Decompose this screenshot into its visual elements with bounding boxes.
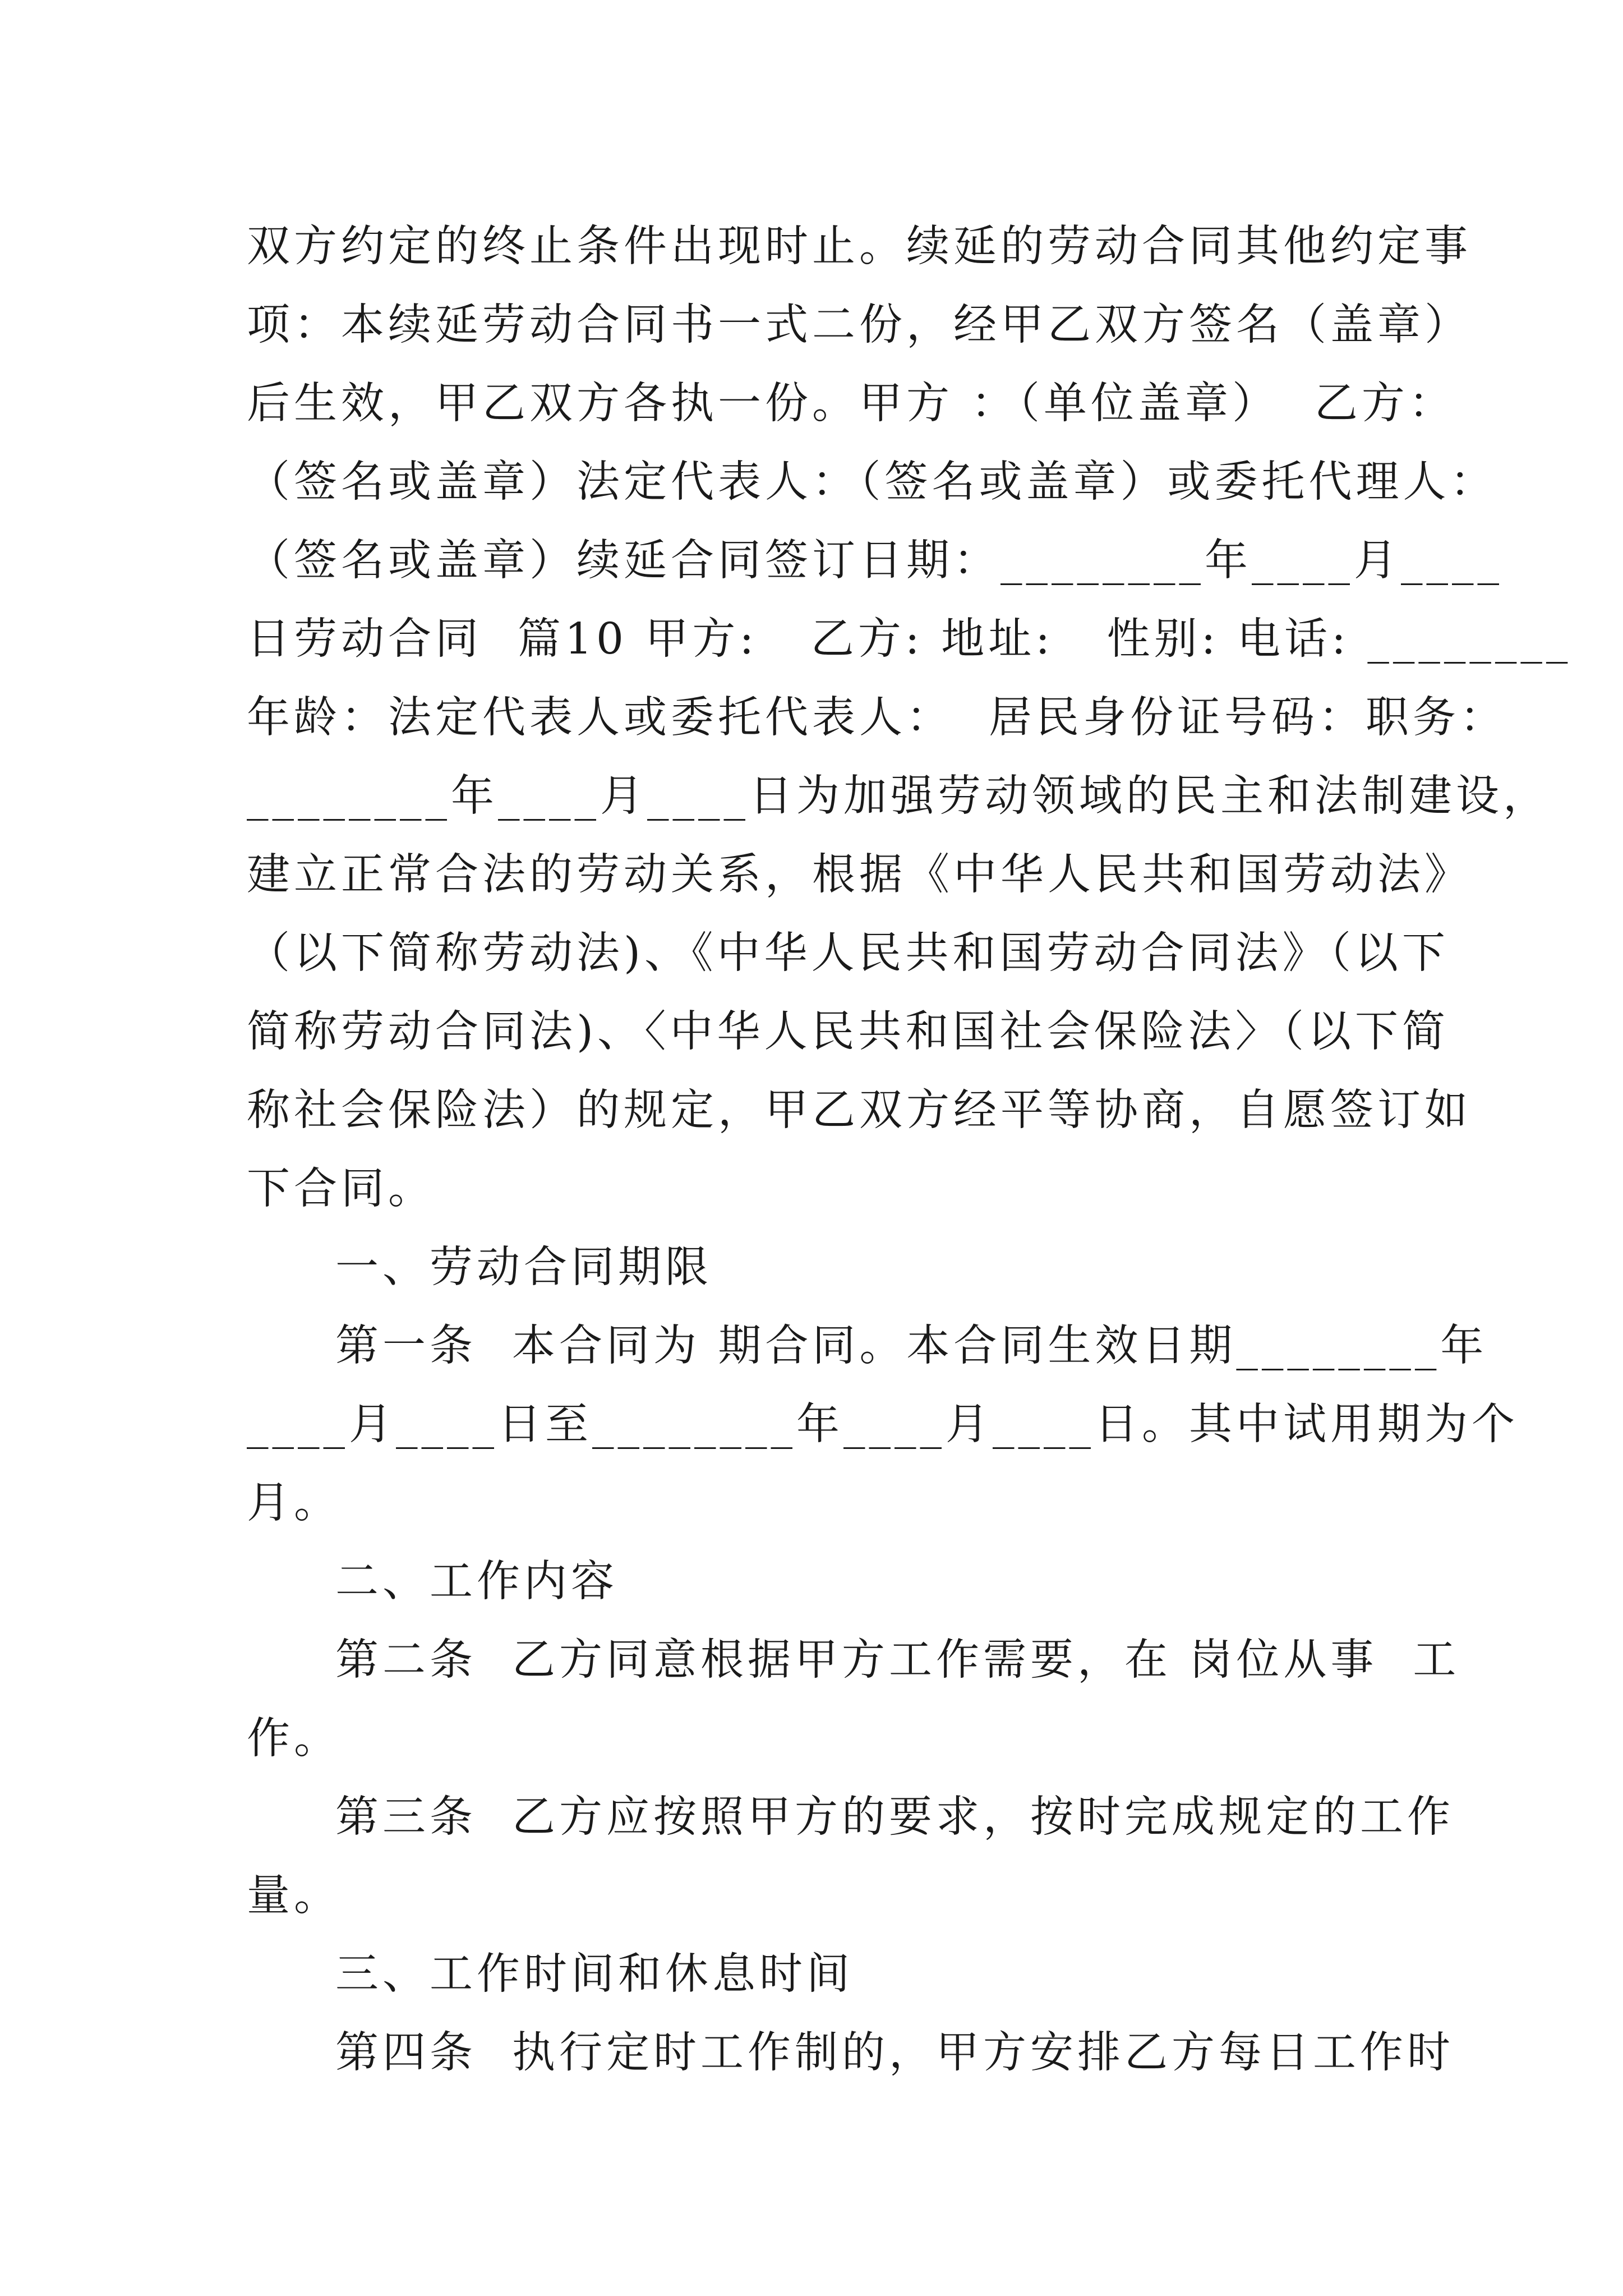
text-line: 建立正常合法的劳动关系，根据《中华人民共和国劳动法》 bbox=[247, 850, 1472, 900]
text-line: （签名或盖章）法定代表人：（签名或盖章）或委托代理人： bbox=[247, 457, 1497, 507]
text-line: 作。 bbox=[247, 1714, 341, 1764]
article-4: 第四条 执行定时工作制的，甲方安排乙方每日工作时 bbox=[335, 2028, 1454, 2078]
text-line: 下合同。 bbox=[247, 1164, 435, 1214]
section-heading-term: 一、劳动合同期限 bbox=[335, 1243, 712, 1292]
text-line: 后生效，甲乙双方各执一份。甲方 ：（单位盖章） 乙方： bbox=[247, 379, 1456, 429]
section-heading-work-hours: 三、工作时间和休息时间 bbox=[335, 1949, 854, 1999]
text-line: ____月____日至________年____月____日。其中试用期为个 bbox=[247, 1400, 1519, 1450]
text-line: 项：本续延劳动合同书一式二份，经甲乙双方签名（盖章） bbox=[247, 300, 1472, 350]
text-line: 简称劳动合同法)、〈中华人民共和国社会保险法〉（以下简 bbox=[247, 1007, 1450, 1057]
text-line: 量。 bbox=[247, 1871, 341, 1921]
contract-text bbox=[247, 208, 1572, 2092]
text-line: （签名或盖章）续延合同签订日期：________年____月____ bbox=[247, 536, 1503, 586]
text-line: 双方约定的终止条件出现时止。续延的劳动合同其他约定事 bbox=[247, 222, 1472, 272]
text-line: 称社会保险法）的规定，甲乙双方经平等协商，自愿签订如 bbox=[247, 1085, 1472, 1135]
article-3: 第三条 乙方应按照甲方的要求，按时完成规定的工作 bbox=[335, 1792, 1454, 1842]
text-line: 年龄：法定代表人或委托代表人： 居民身份证号码：职务： bbox=[247, 693, 1507, 743]
text-line: 日劳动合同 篇10 甲方: 乙方: 地址: 性别: 电话: ________ bbox=[247, 614, 1572, 664]
section-heading-work-content: 二、工作内容 bbox=[335, 1557, 618, 1607]
article-2: 第二条 乙方同意根据甲方工作需要，在 岗位从事 工 bbox=[335, 1635, 1460, 1685]
text-line: 月。 bbox=[247, 1478, 341, 1528]
text-line: ________年____月____日为加强劳动领域的民主和法制建设， bbox=[247, 771, 1550, 821]
text-line: （以下简称劳动法)、《中华人民共和国劳动合同法》（以下 bbox=[247, 928, 1450, 978]
article-1: 第一条 本合同为 期合同。本合同生效日期________年 bbox=[335, 1321, 1488, 1371]
